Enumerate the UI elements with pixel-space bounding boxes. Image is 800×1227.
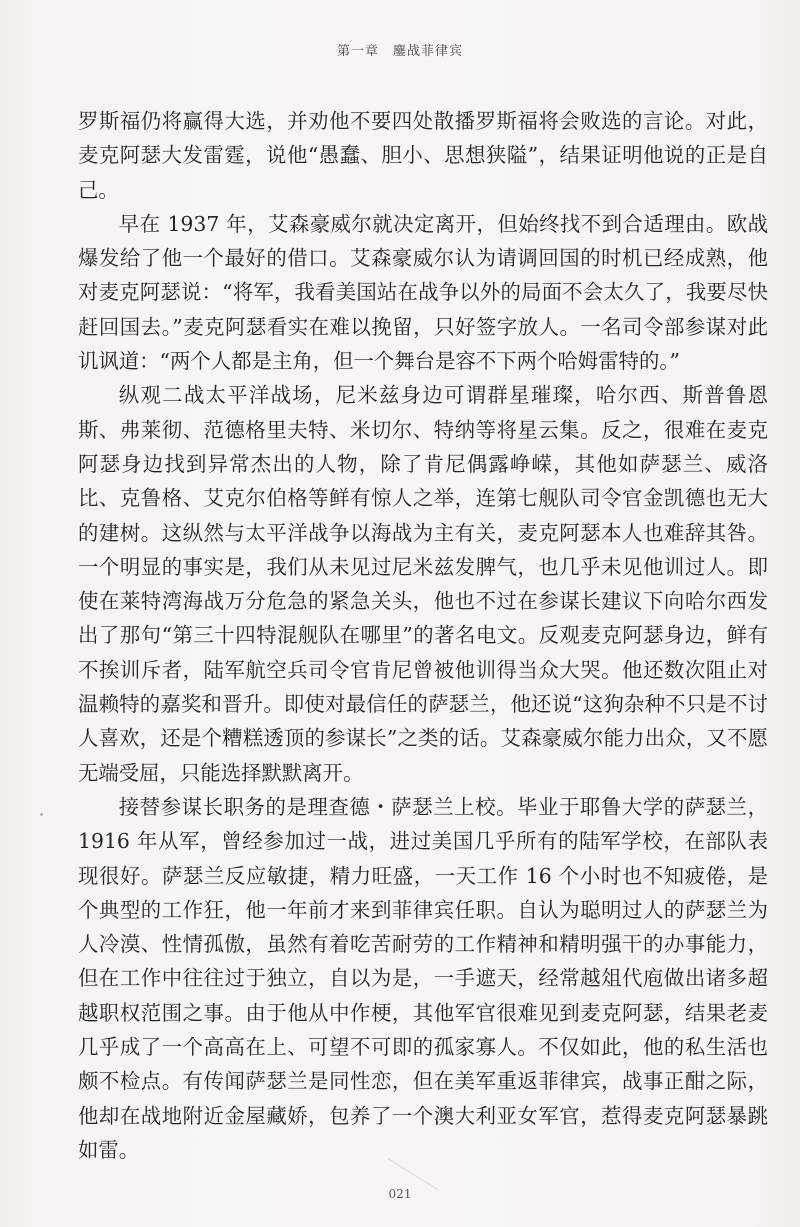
paragraph: 接替参谋长职务的是理查德・萨瑟兰上校。毕业于耶鲁大学的萨瑟兰，1916 年从军，曾经参加过一战，进过美国几乎所有的陆军学校，在部队表现很好。萨瑟兰反应敏捷，精力旺盛，一天工作 16 个小时也不知疲倦，是个典型的工作狂，他一年前才来到菲律宾任职。自认为聪明过人的萨瑟兰为人冷漠、性情孤傲，虽然有着吃苦耐劳的工作精神和精明强干的办事能力，但在工作中往往过于独立，自以为是，一手遮天，经常越俎代庖做出诸多超越职权范围之事。由于他从中作梗，其他军官很难见到麦克阿瑟，结果老麦几乎成了一个高高在上、可望不可即的孤家寡人。不仅如此，他的私生活也颇不检点。有传闻萨瑟兰是同性恋，但在美军重返菲律宾，战事正酣之际，他却在战地附近金屋藏娇，包养了一个澳大利亚女军官，惹得麦克阿瑟暴跳如雷。 — [78, 794, 768, 1162]
paragraph: 早在 1937 年，艾森豪威尔就决定离开，但始终找不到合适理由。欧战爆发给了他一个最好的借口。艾森豪威尔认为请调回国的时机已经成熟，他对麦克阿瑟说：“将军，我看美国站在战争以外的局面不会太久了，我要尽快赶回国去。”麦克阿瑟看实在难以挽留，只好签字放人。一名司令部参谋对此讥讽道：“两个人都是主角，但一个舞台是容不下两个哈姆雷特的。” — [78, 211, 768, 374]
paragraph: 纵观二战太平洋战场，尼米兹身边可谓群星璀璨，哈尔西、斯普鲁恩斯、弗莱彻、范德格里夫特、米切尔、特纳等将星云集。反之，很难在麦克阿瑟身边找到异常杰出的人物，除了肯尼偶露峥嵘，其他如萨瑟兰、威洛比、克鲁格、艾克尔伯格等鲜有惊人之举，连第七舰队司令官金凯德也无大的建树。这纵然与太平洋战争以海战为主有关，麦克阿瑟本人也难辞其咎。一个明显的事实是，我们从未见过尼米兹发脾气，也几乎未见他训过人。即使在莱特湾海战万分危急的紧急关头，他也不过在参谋长建议下向哈尔西发出了那句“第三十四特混舰队在哪里”的著名电文。反观麦克阿瑟身边，鲜有不挨训斥者，陆军航空兵司令官肯尼曾被他训得当众大哭。他还数次阻止对温赖特的嘉奖和晋升。即使对最信任的萨瑟兰，他还说“这狗杂种不只是不讨人喜欢，还是个糟糕透顶的参谋长”之类的话。艾森豪威尔能力出众，又不愿无端受屈，只能选择默默离开。 — [78, 383, 768, 785]
paragraph-continued: 罗斯福仍将赢得大选，并劝他不要四处散播罗斯福将会败选的言论。对此，麦克阿瑟大发雷霆，说他“愚蠢、胆小、思想狭隘”，结果证明他说的正是自己。 — [78, 109, 768, 202]
running-head-chapter-title: 第一章 鏖战菲律宾 — [336, 44, 463, 59]
body-text — [78, 104, 768, 1167]
page-number: 021 — [388, 1187, 412, 1201]
paper-speck — [40, 813, 43, 816]
